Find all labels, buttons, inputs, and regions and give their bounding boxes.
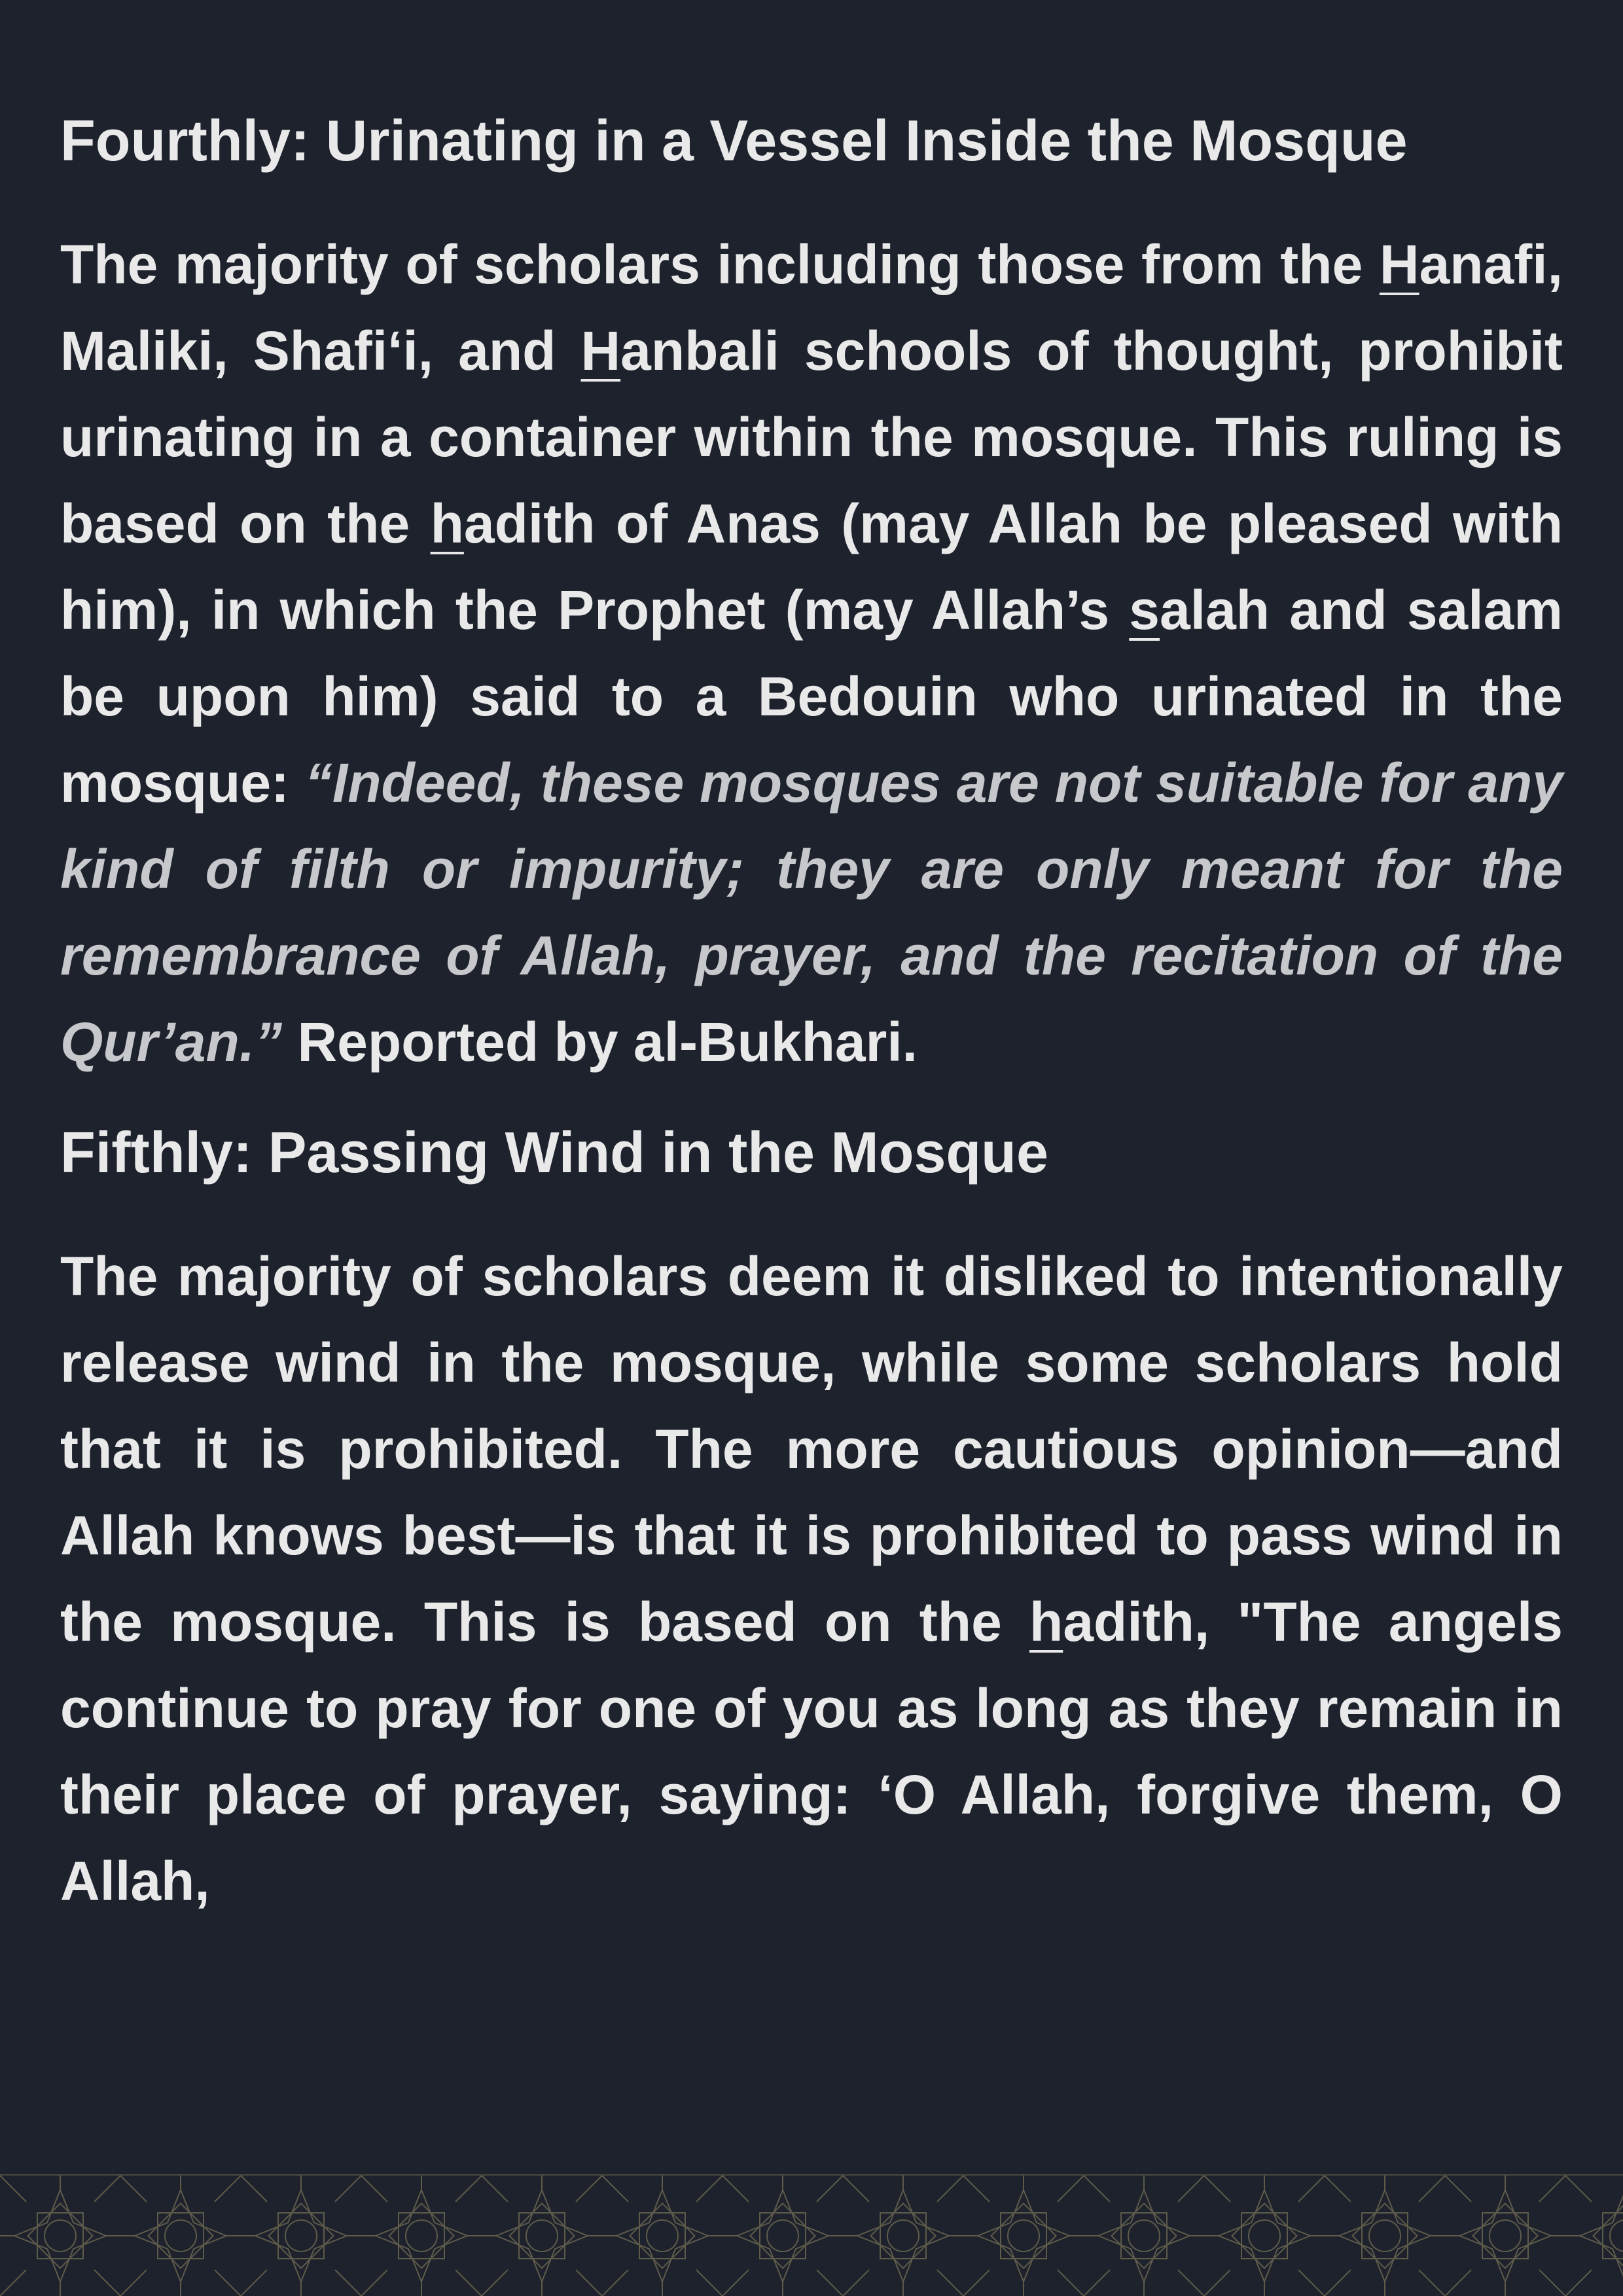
text-run: anbali schools of thought, prohibit urinating in a container within the mosque. This ruling is based on the (60, 320, 1563, 554)
text-run: Reported by al-Bukhari. (282, 1011, 918, 1073)
islamic-geometric-star-pattern-icon (0, 2176, 1623, 2296)
text-run: The majority of scholars deem it disliked to intentionally release wind in the mosque, while some scholars hold that it is prohibited. The more cautious opinion—and Allah knows best—is that it is prohibited to pass wind in the mosque. This is based on the (60, 1246, 1563, 1653)
underlined-letter: s (1129, 579, 1160, 641)
section-paragraph-fourthly (60, 221, 1563, 1085)
underlined-letter: H (1379, 234, 1419, 295)
text-run: adith of Anas (may Allah be pleased with him), in which the Prophet (may Allah’s (60, 493, 1563, 641)
underlined-letter: h (430, 493, 464, 554)
text-run: anafi, Maliki, Shafi‘i, and (60, 234, 1563, 382)
text-run: alah and salam be upon him) said to a Bedouin who urinated in the mosque: (60, 579, 1563, 814)
underlined-letter: h (1029, 1591, 1063, 1653)
section-heading-fifthly: Fifthly: Passing Wind in the Mosque (60, 1120, 1048, 1185)
section-paragraph-fifthly (60, 1233, 1563, 1924)
decorative-footer (0, 2174, 1623, 2296)
section-heading-fourthly: Fourthly: Urinating in a Vessel Inside the Mosque (60, 108, 1408, 173)
hadith-quote: “Indeed, these mosques are not suitable for any kind of filth or impurity; they are only meant for the remembrance of Allah, prayer, and the recitation of the Qur’an.” (60, 752, 1563, 1073)
text-run: The majority of scholars including those from the (60, 234, 1380, 295)
document-page (60, 98, 1563, 1924)
text-run: adith, "The angels continue to pray for one of you as long as they remain in their place of prayer, saying: ‘O Allah, forgive them, O Allah, (60, 1591, 1563, 1912)
underlined-letter: H (580, 320, 621, 382)
